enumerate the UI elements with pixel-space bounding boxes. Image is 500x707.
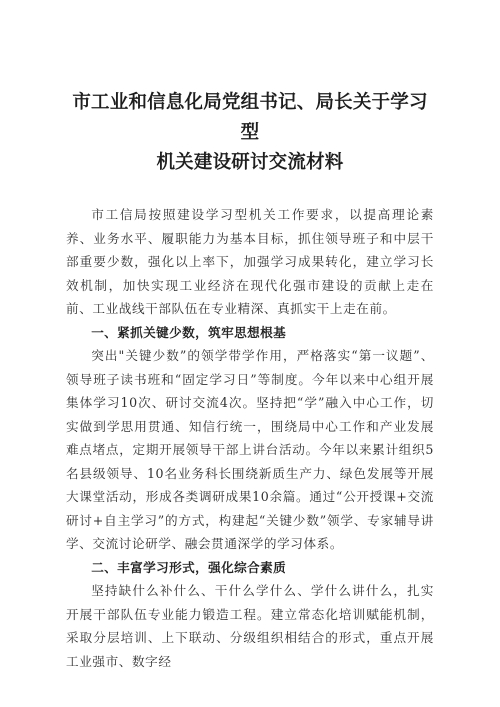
document-title xyxy=(66,88,434,178)
section-1-heading: 一、紧抓关键少数，筑牢思想根基 xyxy=(91,324,287,340)
intro-paragraph: 市工信局按照建设学习型机关工作要求，以提高理论素养、业务水平、履职能力为基本目标，抓住领导班子和中层干部重要少数，强化以上率下，加强学习成果转化，建立学习长效机制，加快实现工业经济在现代化强市建设的贡献上走在前、工业战线干部队伍在专业精深、真抓实干上走在前。 xyxy=(66,207,434,316)
section-1-paragraph: 突出"关键少数”的领学带学作用，严格落实“第一议题”、领导班子读书班和“固定学习日”等制度。今年以来中心组开展集体学习10次、研讨交流4次。坚持把“学”融入中心工作，切实做到学思用贯通、知信行统一，围绕局中心工作和产业发展难点堵点，定期开展领导干部上讲台活动。今年以来累计组织5名县级领导、10名业务科长围绕新质生产力、绿色发展等开展大课堂活动，形成各类调研成果10余篇。通过“公开授课+交流研讨+自主学习”的方式，构建起“关键少数”领学、专家辅导讲学、交流讨论研学、融会贯通深学的学习体系。 xyxy=(66,348,434,551)
section-2-heading: 二、丰富学习形式，强化综合素质 xyxy=(91,559,287,575)
title-line-2: 机关建设研讨交流材料 xyxy=(156,152,344,173)
section-2-paragraph: 坚持缺什么补什么、干什么学什么、学什么讲什么，扎实开展干部队伍专业能力锻造工程。建立常态化培训赋能机制，采取分层培训、上下联动、分级组织相结合的形式，重点开展工业强市、数字经 xyxy=(66,583,434,669)
title-line-1: 市工业和信息化局党组书记、局长关于学习型 xyxy=(72,92,428,143)
